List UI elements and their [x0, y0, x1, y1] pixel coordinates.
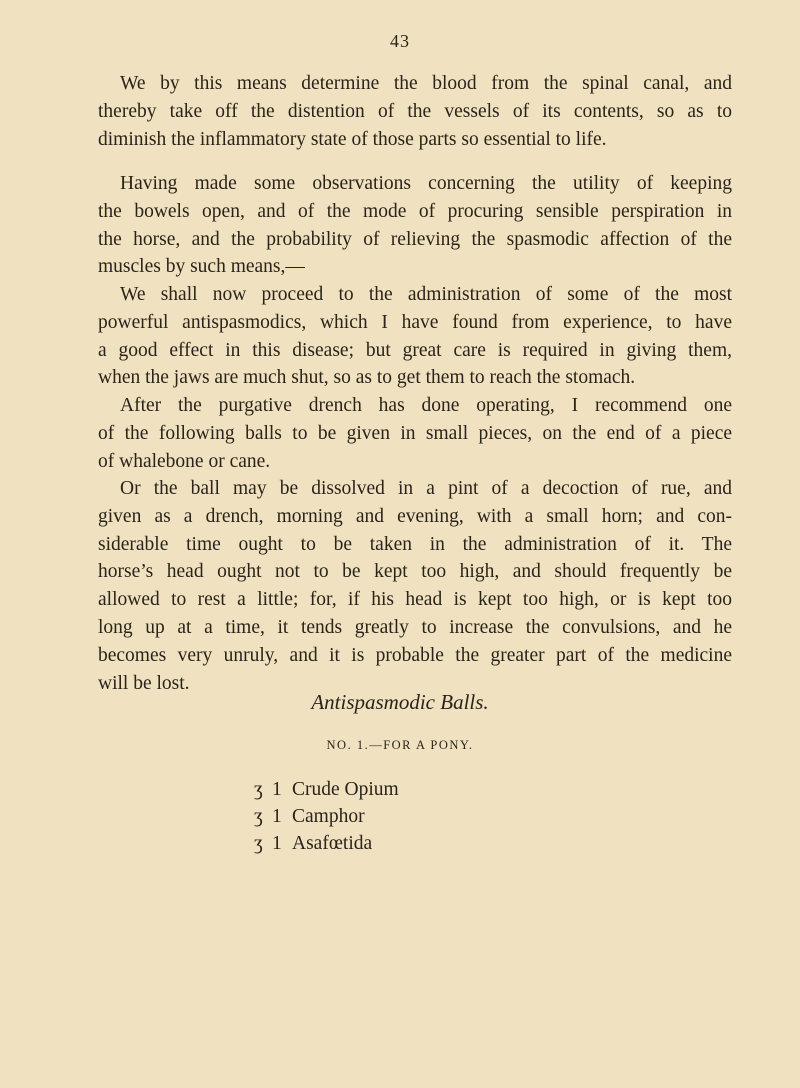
drachm-symbol: ʒ	[254, 833, 263, 854]
drachm-symbol: ʒ	[254, 806, 263, 827]
section-heading: Antispasmodic Balls.	[311, 690, 489, 714]
paragraph-3	[98, 281, 732, 392]
text-line: a good effect in this disease; but great care is required in giving them,	[98, 339, 732, 361]
text-line: thereby take off the distention of the vessels of its contents, so as to	[98, 100, 732, 122]
text-line: when the jaws are much shut, so as to get them to reach the stomach.	[98, 367, 636, 389]
text-line: given as a drench, morning and evening, with a small horn; and con-	[98, 505, 732, 527]
text-line: becomes very unruly, and it is probable the greater part of the medicine	[98, 644, 732, 666]
text-line: After the purgative drench has done operating, I recommend one	[120, 395, 732, 416]
paragraph-4	[98, 392, 732, 475]
recipe-ingredient: Crude Opium	[292, 779, 399, 800]
paragraph-1	[98, 70, 732, 153]
text-line: long up at a time, it tends greatly to increase the convulsions, and he	[98, 616, 732, 638]
text-line: of the following balls to be given in small pieces, on the end of a piece	[98, 422, 732, 444]
recipe-item	[254, 803, 554, 830]
recipe-quantity: 1	[272, 779, 282, 800]
text-line: muscles by such means,—	[98, 256, 305, 278]
text-line: siderable time ought to be taken in the administration of it. The	[98, 533, 732, 555]
recipe-quantity: 1	[272, 806, 282, 827]
text-line: powerful antispasmodics, which I have found from experience, to have	[98, 311, 732, 333]
text-line: will be lost.	[98, 672, 190, 694]
recipe-ingredient: Camphor	[292, 806, 365, 827]
text-line: Or the ball may be dissolved in a pint of a decoction of rue, and	[120, 478, 732, 499]
recipe-list	[254, 776, 554, 857]
text-line: We by this means determine the blood from the spinal canal, and	[120, 73, 732, 94]
page-number: 43	[390, 31, 410, 51]
text-line: the bowels open, and of the mode of procuring sensible perspiration in	[98, 200, 732, 222]
text-line: diminish the inflammatory state of those parts so essential to life.	[98, 128, 607, 150]
recipe-quantity: 1	[272, 833, 282, 854]
text-line: We shall now proceed to the administration of some of the most	[120, 284, 732, 305]
drachm-symbol: ʒ	[254, 779, 263, 800]
text-line: the horse, and the probability of relieving the spasmodic affection of the	[98, 228, 732, 250]
text-line: Having made some observations concerning the utility of keeping	[120, 173, 732, 194]
text-line: horse’s head ought not to be kept too high, and should frequently be	[98, 561, 732, 583]
paragraph-2	[98, 170, 732, 281]
text-line: allowed to rest a little; for, if his head is kept too high, or is kept too	[98, 589, 732, 611]
text-line: of whalebone or cane.	[98, 450, 271, 472]
recipe-item	[254, 776, 554, 803]
recipe-ingredient: Asafœtida	[292, 833, 373, 854]
section-subheading: NO. 1.—FOR A PONY.	[326, 738, 474, 752]
paragraph-5	[98, 475, 732, 697]
recipe-item	[254, 830, 554, 857]
